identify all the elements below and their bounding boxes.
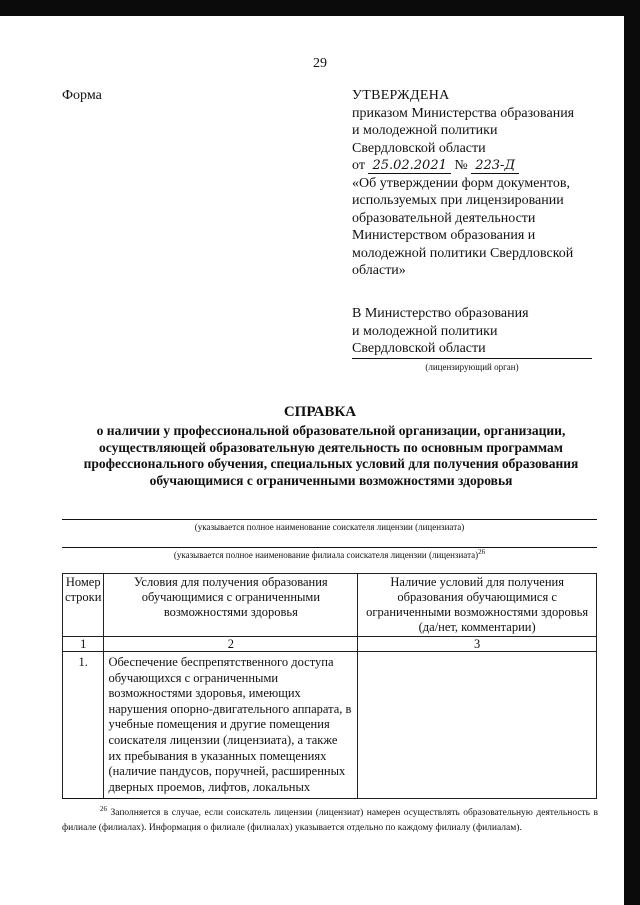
recipient-line-3: Свердловской области [352,340,592,359]
header-availability: Наличие условий для получения образования обучающимися с ограниченными возможностями здоровья (да/нет, комментарии) [358,574,597,637]
branch-name-line [62,547,597,548]
recipient-line-2: и молодежной политики [352,323,498,339]
row-availability[interactable] [358,652,597,799]
branch-caption: (указывается полное наименование филиала соискателя лицензии (лицензиата) [173,550,479,560]
approval-line-2: и молодежной политики [352,123,498,138]
row-condition: Обеспечение беспрепятственного доступа обучающихся с ограниченными возможностями здоровья, имеющих нарушения опорно-двигательного аппарата, в учебные помещения и другие помещения соискателя лицензии (лицензиата), а также их пребывания в указанных помещениях (наличие пандусов, поручней, расширенных дверных проемов, лифтов, локальных [104,652,358,799]
applicant-caption: (указывается полное наименование соискателя лицензии (лицензиата) [194,522,465,532]
column-numbers-row [63,637,597,652]
approval-date-line [352,157,607,175]
form-label: Форма [62,88,102,103]
document-title: СПРАВКА [283,404,357,420]
approval-line-3: Свердловской области [352,140,486,156]
table-header-row [63,574,597,637]
conditions-table [62,573,597,799]
recipient-block [352,305,592,373]
column-number-2: 2 [104,637,358,652]
footnote-separator [62,798,197,799]
applicant-name-line [62,519,597,520]
column-number-1: 1 [63,637,104,652]
number-prefix: № [454,158,468,173]
column-number-3: 3 [358,637,597,652]
header-conditions: Условия для получения образования обучающимися с ограниченными возможностями здоровья [104,574,358,637]
recipient-caption: (лицензирующий орган) [425,361,519,372]
branch-footnote-mark: 26 [478,548,486,556]
approval-block [352,87,607,280]
approval-doc-line-1: «Об утверждении форм документов, [352,175,570,191]
branch-caption-wrap [62,550,597,560]
scan-edge-top [0,0,640,16]
document-subtitle: о наличии у профессиональной образовательной организации, организации, осуществляющей образовательную деятельность по основным программам профессионального обучения, специальных условий для получения образования обучающимися с ограниченными возможностями здоровья [83,423,579,488]
footnote-text: Заполняется в случае, если соискатель лицензии (лицензиат) намерен осуществлять образовательную деятельность в филиале (филиалах). Информация о филиале (филиалах) указывается отдельно по каждому филиалу (филиалам). [62,808,598,833]
approval-doc-line-5: молодежной политики Свердловской [352,245,574,261]
footnote-mark: 26 [100,804,107,813]
footnote [62,806,598,836]
approval-line-1: приказом Министерства образования [352,105,575,121]
recipient-line-1: В Министерство образования [352,306,529,321]
approval-doc-line-4: Министерством образования и [352,228,536,243]
page-number: 29 [313,56,327,71]
approval-doc-line-3: образовательной деятельности [352,210,536,226]
handwritten-date: 25.02.2021 [368,159,450,174]
approval-doc-line-6: области» [352,263,406,278]
date-prefix: от [352,158,365,173]
scan-edge-right [624,0,640,905]
approval-doc-line-2: используемых при лицензировании [352,193,564,208]
row-number: 1. [63,652,104,799]
header-row-number: Номер строки [63,574,104,637]
approval-title: УТВЕРЖДЕНА [352,88,450,103]
table-row [63,652,597,799]
handwritten-number: 223-Д [471,159,519,174]
